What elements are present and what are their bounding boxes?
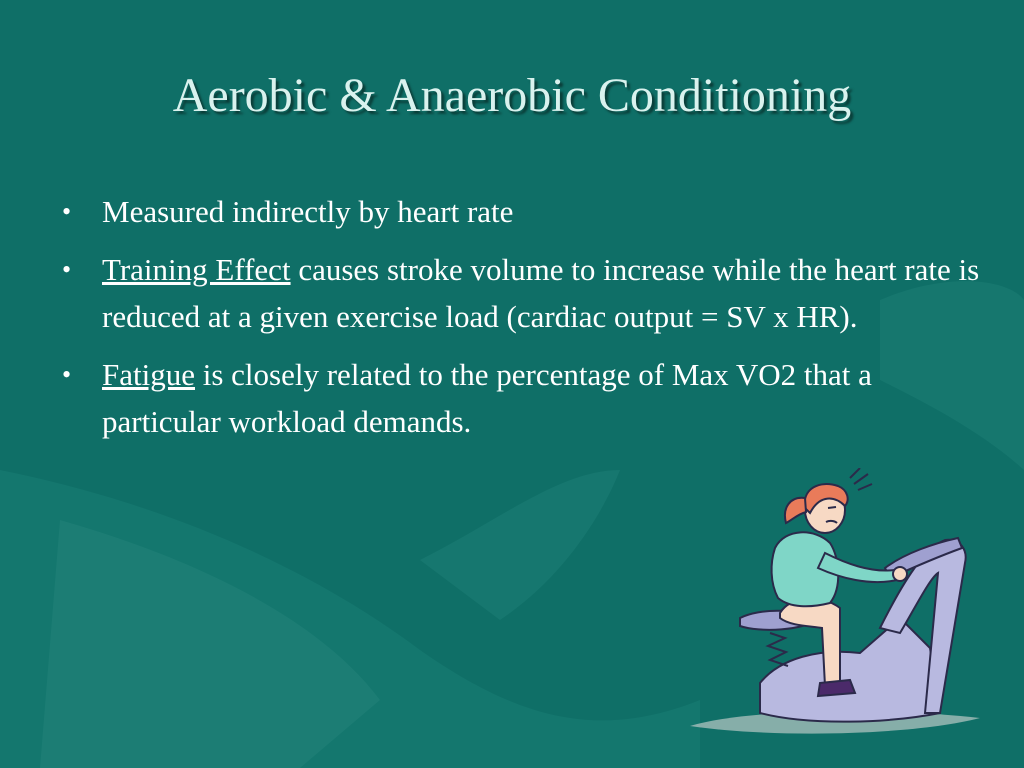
bullet-item (60, 246, 990, 340)
bullet-item (60, 188, 990, 235)
bullet-text: causes stroke volume to increase while the heart rate is reduced at a given exercise load (cardiac output = SV x HR). (102, 252, 980, 334)
bullet-dot: • (62, 197, 72, 226)
bullet-term: Fatigue (102, 357, 195, 392)
bullet-term: Training Effect (102, 252, 291, 287)
bullet-item (60, 351, 990, 445)
woman-on-exercise-bike-illustration (690, 468, 990, 738)
bullet-text: is closely related to the percentage of Max VO2 that a particular workload demands. (102, 357, 872, 439)
bullet-list (60, 188, 990, 456)
bullet-dot: • (62, 360, 72, 389)
bullet-text: Measured indirectly by heart rate (102, 194, 514, 229)
bullet-dot: • (62, 255, 72, 284)
slide-title: Aerobic & Anaerobic Conditioning (172, 69, 852, 122)
